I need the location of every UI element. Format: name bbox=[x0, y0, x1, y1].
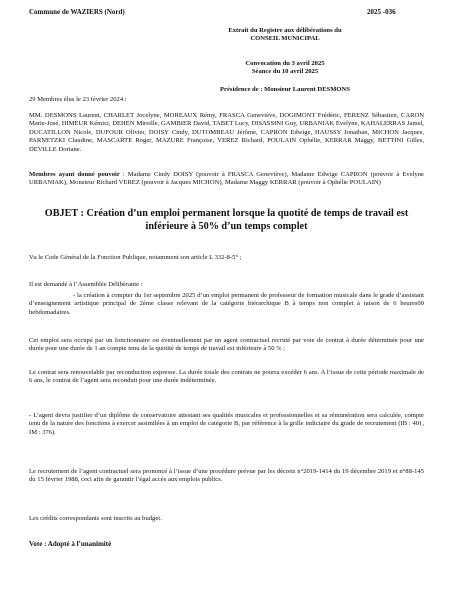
members-count: 29 Membres élus le 23 février 2024 : bbox=[29, 96, 127, 103]
extract-heading bbox=[200, 27, 370, 43]
objet-title: OBJET : Création d’un emploi permanent lorsque la quotité de temps de travail est inférieure à 50% d’un temps complet bbox=[44, 208, 409, 232]
pouvoir-text: : Madame Cindy DOISY (pouvoir à FRASCA Geneviève), Madame Edwige CAPRON (pouvoir à Evelyne URBANIAK), Monsieur Richard VEREZ (pouvoir à Jacques MICHON), Madame Maggy KERRAR (pouvoir à Ophélie POULAIN) bbox=[29, 171, 424, 187]
session-dates bbox=[200, 60, 370, 76]
convocation-date: Convocation du 3 avril 2025 bbox=[245, 60, 325, 67]
deliberation-number: 2025 -036 bbox=[367, 8, 396, 16]
vu-paragraph: Vu le Code Général de la Fonction Publique, notamment son article L 332-8-5° ; bbox=[29, 254, 242, 261]
vote-result: Vote : Adopté à l’unanimité bbox=[29, 540, 112, 548]
credits-line: Les crédits correspondants sont inscrits au budget. bbox=[29, 515, 162, 522]
pouvoir-paragraph bbox=[29, 171, 424, 188]
demande-line: Il est demandé à l’Assemblée Délibérante : bbox=[29, 281, 143, 288]
presidence: Présidence de : Monsieur Laurent DESMONS bbox=[220, 86, 350, 93]
creation-paragraph: - la création à compter du 1er septembre 2025 d’un emploi permanent de professeur de formation musicale dans le grade d’assistant d’enseignement artistique principal de 2ème classe relevant de la catégorie hiérarchique B à temps non complet à raison de 6 heures00 hebdomadaires. bbox=[29, 292, 424, 316]
extract-line: Extrait du Registre aux délibérations du bbox=[228, 27, 342, 34]
poste-paragraph: Cet emploi sera occupé par un fonctionnaire ou éventuellement par un agent contractuel recruté par voie de contrat à durée déterminée pour une durée pour une durée de 1 an compte tenu de la quotité de temps de travail est inférieure à 50 % ; bbox=[29, 337, 424, 353]
seance-date: Séance du 10 avril 2025 bbox=[251, 68, 319, 76]
commune-header: Commune de WAZIERS (Nord) bbox=[29, 8, 125, 16]
renouvelable-paragraph: Le contrat sera renouvelable par reconduction expresse. La durée totale des contrats ne pourra excéder 6 ans. A l’issue de cette période maximale de 6 ans, le contrat de l’agent sera reconduit pour une durée indéterminée. bbox=[29, 369, 424, 385]
recrutement-paragraph: Le recrutement de l’agent contractuel sera prononcé à l’issue d’une procédure prévue par les décrets n°2019-1414 du 19 décembre 2019 et n°88-145 du 15 février 1988, ceci afin de garantir l’égal accès aux emplois publics. bbox=[29, 468, 424, 484]
agent-paragraph: - L’agent devra justifier d’un diplôme de conservatoire attestant ses qualités musicales et professionnelles et sa rémunération sera calculée, compte tenu de la nature des fonctions à exercer assimilées à un emploi de catégorie B, par référence à la grille indiciaire du grade de recrutement (IB : 401, IM : 376). bbox=[29, 412, 424, 436]
council-title: CONSEIL MUNICIPAL bbox=[250, 35, 320, 43]
members-list: MM. DESMONS Laurent, CHARLET Jocelyne, MOREAUX Rémy, FRASCA Geneviève, DOGIMONT Frédéric, FERENZ Sébastien, CARON Marie-José, HIMEUR Kémici, DEHEN Mireille, GAMBIER David, TABET Lucy, DISASSINI Guy, URBANIAK Evelyne, KAHALERRAS Jamel, DUCATILLON Nicole, DUFOUR Olivier, DOISY Cindy, DUTOMBEAU Jérôme, CAPRON Edwige, HAUSSY Jonathan, MICHON Jacques, PARNETZKI Claudine, MASCARTE Roger, MAZURE Françoise, VEREZ Richard, POULAIN Ophélie, KERRAR Maggy, BETTINI Gilles, DEVILLE Doriane. bbox=[29, 112, 424, 153]
pouvoir-label: Membres ayant donné pouvoir bbox=[29, 171, 120, 178]
